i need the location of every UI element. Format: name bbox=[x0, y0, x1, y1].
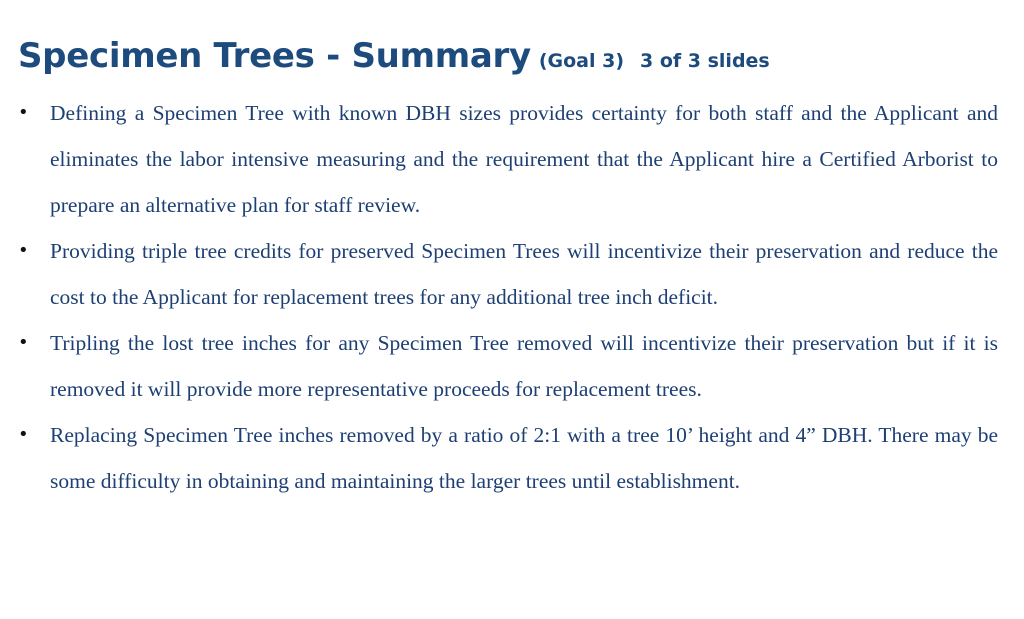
bullet-text: Defining a Specimen Tree with known DBH sizes provides certainty for both staff and the Applicant and eliminates the labor intensive measuring and the requirement that the Applicant hire a Certified Arborist to prepare an alternative plan for staff review. bbox=[50, 101, 998, 217]
bullet-item bbox=[18, 320, 998, 412]
bullet-marker-icon: • bbox=[18, 102, 29, 123]
slide-counter: 3 of 3 slides bbox=[640, 50, 770, 72]
goal-label: (Goal 3) bbox=[538, 50, 624, 72]
bullet-list bbox=[18, 90, 998, 504]
slide-title: Specimen Trees - Summary bbox=[18, 36, 531, 76]
bullet-marker-icon: • bbox=[18, 240, 29, 261]
bullet-item bbox=[18, 412, 998, 504]
bullet-text: Replacing Specimen Tree inches removed by a ratio of 2:1 with a tree 10’ height and 4” DBH. There may be some difficulty in obtaining and maintaining the larger trees until establishment. bbox=[50, 423, 998, 493]
slide-title-row bbox=[18, 36, 770, 76]
bullet-text: Providing triple tree credits for preserved Specimen Trees will incentivize their preservation and reduce the cost to the Applicant for replacement trees for any additional tree inch deficit. bbox=[50, 239, 998, 309]
bullet-marker-icon: • bbox=[18, 332, 29, 353]
bullet-item bbox=[18, 90, 998, 228]
bullet-item bbox=[18, 228, 998, 320]
bullet-marker-icon: • bbox=[18, 424, 29, 445]
bullet-text: Tripling the lost tree inches for any Specimen Tree removed will incentivize their preservation but if it is removed it will provide more representative proceeds for replacement trees. bbox=[50, 331, 998, 401]
